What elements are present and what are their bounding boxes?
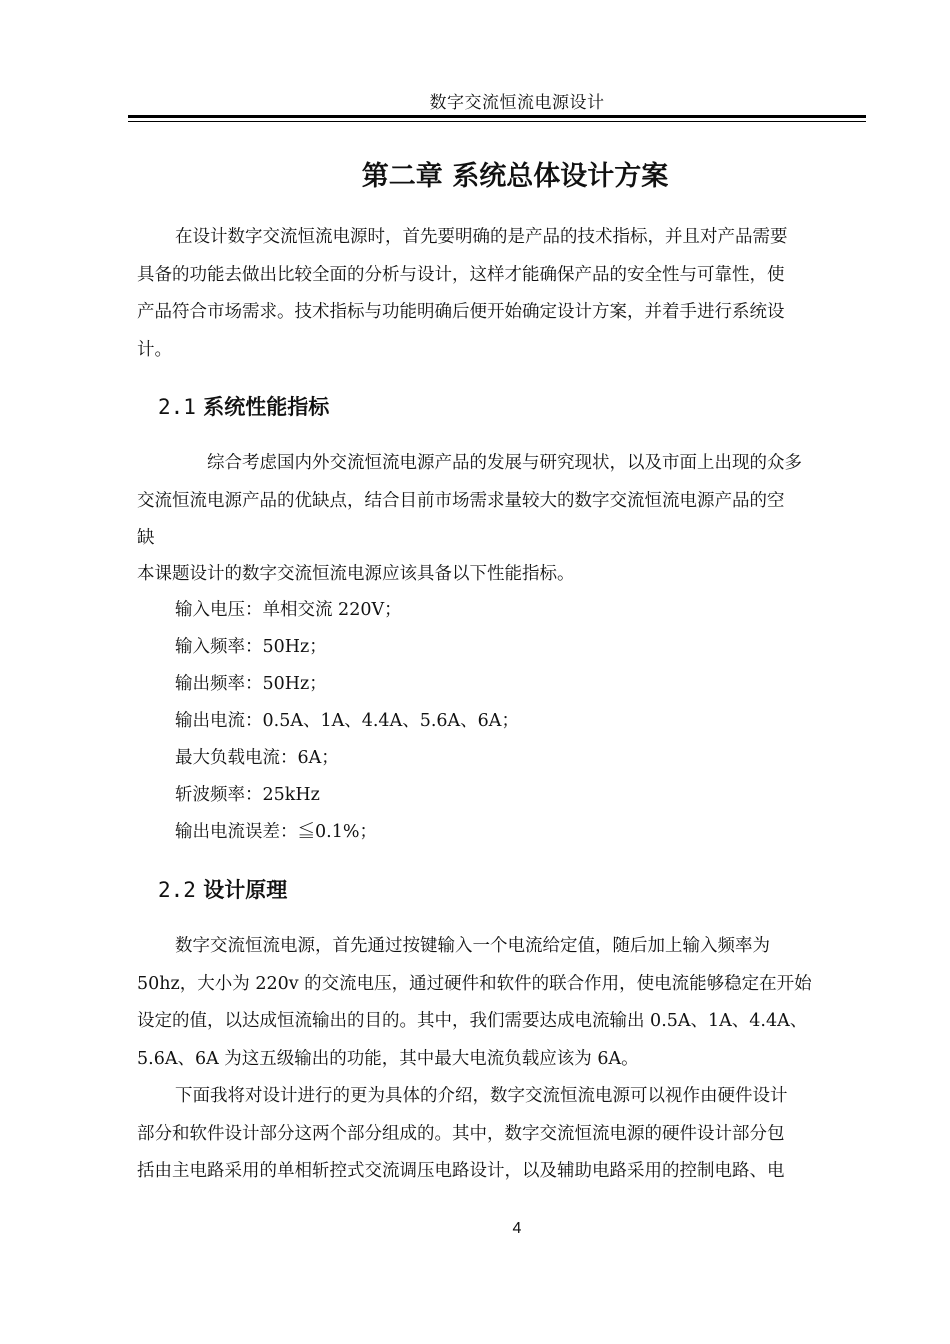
intro-line: 在设计数字交流恒流电源时，首先要明确的是产品的技术指标，并且对产品需要 xyxy=(175,227,788,247)
section-1-paragraph xyxy=(137,445,857,558)
section-2-line: 括由主电路采用的单相斩控式交流调压电路设计，以及辅助电路采用的控制电路、电 xyxy=(137,1161,785,1181)
intro-line: 计。 xyxy=(137,339,172,360)
section-2-line: 50hz，大小为 220v 的交流电压，通过硬件和软件的联合作用，使电流能够稳定在开始 xyxy=(137,973,812,994)
section-2-paragraph-1 xyxy=(137,928,857,1078)
section-number: 2.1 xyxy=(158,395,196,419)
section-1-line: 缺 xyxy=(137,528,155,548)
section-heading-2-1 xyxy=(158,392,329,422)
section-1-line: 本课题设计的数字交流恒流电源应该具备以下性能指标。 xyxy=(137,564,575,584)
section-2-line: 下面我将对设计进行的更为具体的介绍，数字交流恒流电源可以视作由硬件设计 xyxy=(175,1086,788,1106)
intro-line: 产品符合市场需求。技术指标与功能明确后便开始确定设计方案，并着手进行系统设 xyxy=(137,302,785,322)
running-header: 数字交流恒流电源设计 xyxy=(429,93,605,113)
section-1-line: 交流恒流电源产品的优缺点，结合目前市场需求量较大的数字交流恒流电源产品的空 xyxy=(137,490,785,511)
section-2-line: 数字交流恒流电源，首先通过按键输入一个电流给定值，随后加上输入频率为 xyxy=(175,936,770,956)
chapter-title: 第二章 系统总体设计方案 xyxy=(361,161,669,192)
section-number: 2.2 xyxy=(158,878,196,902)
page-number: 4 xyxy=(512,1220,522,1237)
intro-line: 具备的功能去做出比较全面的分析与设计，这样才能确保产品的安全性与可靠性，使 xyxy=(137,264,785,285)
intro-paragraph xyxy=(137,219,857,369)
section-2-paragraph-2 xyxy=(137,1078,857,1191)
section-heading-2-2 xyxy=(158,875,287,905)
spec-max-load-current: 最大负载电流：6A； xyxy=(175,748,339,768)
header-rule-thin xyxy=(128,121,866,122)
header-rule-thick xyxy=(128,115,866,118)
section-2-line: 5.6A、6A 为这五级输出的功能，其中最大电流负载应该为 6A。 xyxy=(137,1048,639,1069)
spec-chopping-frequency: 斩波频率：25kHz xyxy=(175,785,320,805)
section-2-line: 部分和软件设计部分这两个部分组成的。其中，数字交流恒流电源的硬件设计部分包 xyxy=(137,1123,785,1144)
spec-output-current-error: 输出电流误差：≦0.1%； xyxy=(175,822,377,842)
section-title: 设计原理 xyxy=(203,878,288,902)
spec-input-voltage: 输入电压：单相交流 220V； xyxy=(175,600,402,620)
spec-output-frequency: 输出频率：50Hz； xyxy=(175,674,327,694)
spec-output-current: 输出电流：0.5A、1A、4.4A、5.6A、6A； xyxy=(175,711,519,731)
section-title: 系统性能指标 xyxy=(203,395,330,419)
spec-input-frequency: 输入频率：50Hz； xyxy=(175,637,327,657)
section-1-line: 综合考虑国内外交流恒流电源产品的发展与研究现状，以及市面上出现的众多 xyxy=(207,453,802,473)
section-2-line: 设定的值，以达成恒流输出的目的。其中，我们需要达成电流输出 0.5A、1A、4.4A、 xyxy=(137,1011,808,1031)
